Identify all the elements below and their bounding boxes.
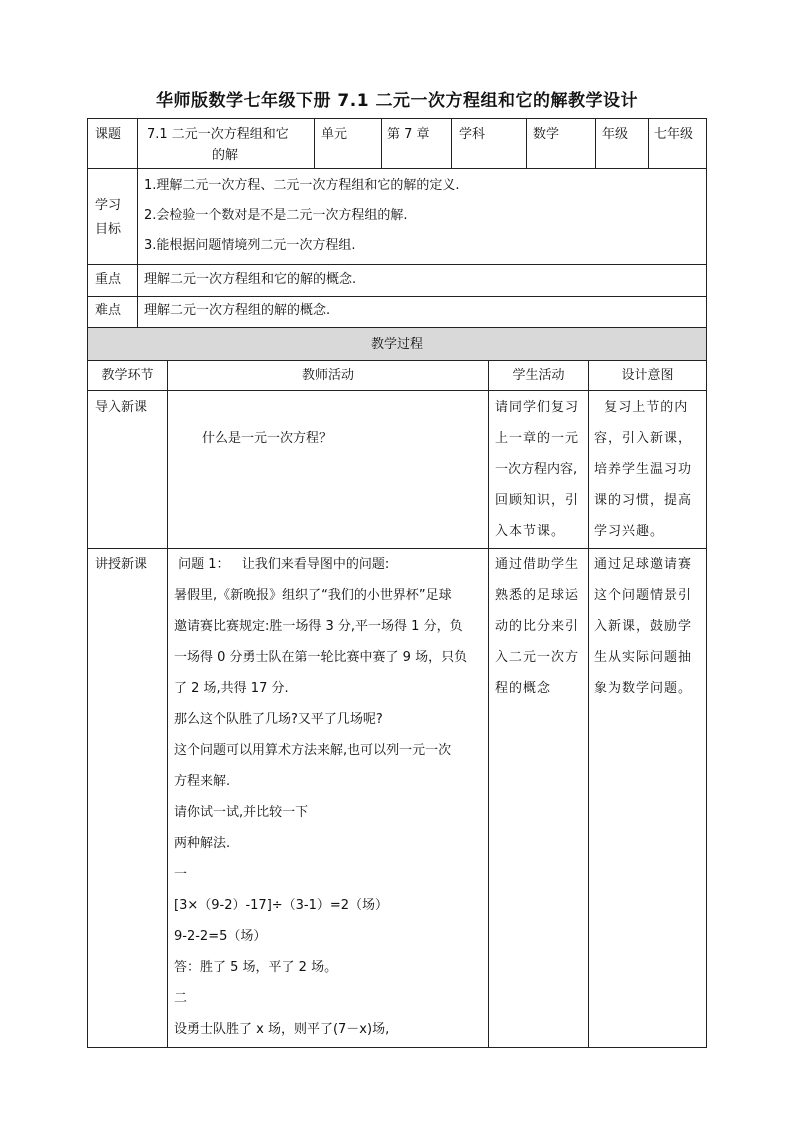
objective-item: 2.会检验一个数对是不是二元一次方程组的解. [144,208,408,223]
column-header-stage: 教学环节 [101,368,154,383]
teacher-line: 二 [174,991,188,1006]
topic-label: 课题 [95,127,122,142]
teacher-line: [3×（9-2）-17]÷（3-1）=2（场） [174,898,389,913]
new-student-line: 程的概念 [495,681,552,696]
subject-value: 数学 [533,127,560,142]
topic-value-line1: 7.1 二元一次方程组和它 [147,127,289,142]
row-divider [87,168,707,169]
topic-value-line2: 的解 [212,148,239,163]
teacher-line: 暑假里,《新晚报》组织了“我们的小世界杯”足球 [174,588,452,603]
teacher-line: 9-2-2=5（场） [174,929,267,944]
difficulty-value: 理解二元一次方程组的解的概念. [144,303,331,318]
objective-item: 3.能根据问题情境列二元一次方程组. [144,238,356,253]
objective-item: 1.理解二元一次方程、二元一次方程组和它的解的定义. [144,178,460,193]
column-header-teacher: 教师活动 [301,368,354,383]
row-divider [87,390,707,391]
row-divider [87,264,707,265]
unit-value: 第 7 章 [387,127,430,142]
new-intent-line: 象为数学问题。 [594,681,693,696]
new-student-line: 熟悉的足球运 [495,588,580,603]
teacher-line: 问题 1： 让我们来看导图中的问题: [174,557,390,572]
intro-intent-line: 容，引入新课， [594,431,693,446]
new-student-line: 通过借助学生 [495,557,580,572]
table-border-top [87,118,707,119]
new-intent-line: 这个问题情景引 [594,588,693,603]
col-divider [314,118,315,168]
new-student-line: 入二元一次方 [495,650,580,665]
new-intent-line: 入新课，鼓励学 [594,619,693,634]
intro-student-line: 一次方程内容, [495,462,578,477]
intro-intent-line: 复习上节的内 [594,400,689,415]
intro-stage: 导入新课 [95,400,148,415]
new-intent-line: 通过足球邀请赛 [594,557,693,572]
intro-student-line: 回顾知识，引 [495,493,580,508]
intro-teacher-text: 什么是一元一次方程？ [202,431,333,446]
teacher-line: 这个问题可以用算术方法来解,也可以列一元一次 [174,743,452,758]
objectives-label-line1: 学习 [95,198,122,213]
intro-student-line: 请同学们复习 [495,400,580,415]
new-intent-line: 生从实际问题抽 [594,650,693,665]
difficulty-label: 难点 [95,303,122,318]
col-divider [488,360,489,1048]
document-title: 华师版数学七年级下册 7.1 二元一次方程组和它的解教学设计 [156,91,638,111]
table-border-bottom [87,1047,707,1048]
new-student-line: 动的比分来引 [495,619,580,634]
column-header-student: 学生活动 [512,368,565,383]
column-header-intent: 设计意图 [621,368,674,383]
teacher-line: 设勇士队胜了 x 场，则平了(7－x)场, [174,1022,390,1037]
intro-intent-line: 培养学生温习功 [594,462,693,477]
key-point-value: 理解二元一次方程组和它的解的概念. [144,272,357,287]
table-border-right [706,118,707,1048]
unit-label: 单元 [321,127,348,142]
teacher-line: 两种解法. [174,836,231,851]
teacher-line: 一场得 0 分勇士队在第一轮比赛中赛了 9 场，只负 [174,650,468,665]
intro-intent-line: 学习兴趣。 [594,524,665,539]
col-divider [451,118,452,168]
row-divider [87,296,707,297]
grade-label: 年级 [602,127,629,142]
teacher-line: 一 [174,867,188,882]
col-divider [167,360,168,1048]
col-divider [381,118,382,168]
col-divider [588,360,589,1048]
subject-label: 学科 [459,127,486,142]
col-divider [595,118,596,168]
col-divider [526,118,527,168]
col-divider [648,118,649,168]
new-lesson-stage: 讲授新课 [95,557,148,572]
teacher-line: 方程来解. [174,774,231,789]
grade-value: 七年级 [654,127,694,142]
table-border-left [87,118,88,1048]
teacher-line: 邀请赛比赛规定:胜一场得 3 分,平一场得 1 分，负 [174,619,463,634]
teacher-line: 请你试一试,并比较一下 [174,805,309,820]
teacher-line: 了 2 场,共得 17 分. [174,681,289,696]
teacher-line: 那么这个队胜了几场?又平了几场呢? [174,712,383,727]
intro-intent-line: 课的习惯，提高 [594,493,693,508]
intro-student-line: 入本节课。 [495,524,566,539]
row-divider [87,548,707,549]
col-divider [137,118,138,327]
row-divider [87,360,707,361]
teacher-line: 答：胜了 5 场，平了 2 场。 [174,960,338,975]
intro-student-line: 上一章的一元 [495,431,580,446]
objectives-label-line2: 目标 [95,222,122,237]
key-point-label: 重点 [95,272,122,287]
process-header: 教学过程 [370,337,423,352]
